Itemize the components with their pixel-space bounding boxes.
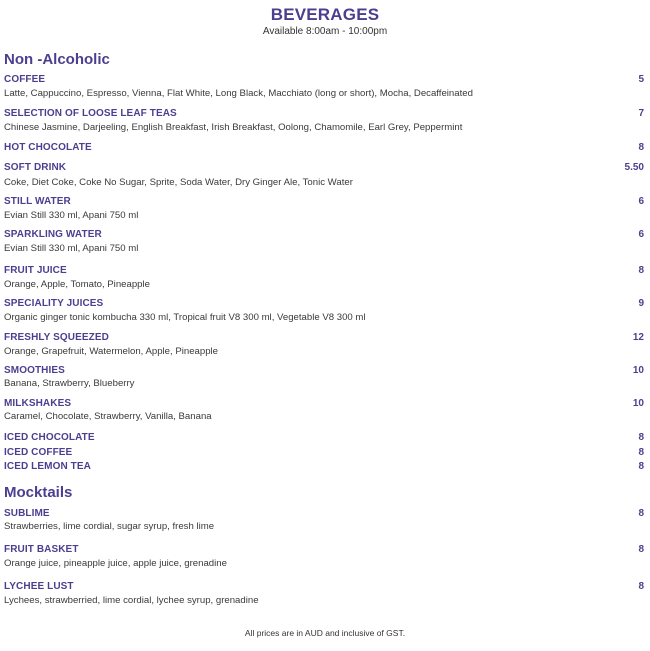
item-desc-speciality-juices: Organic ginger tonic kombucha 330 ml, Tropical fruit V8 300 ml, Vegetable V8 300 ml bbox=[4, 312, 366, 323]
item-price-lychee-lust: 8 bbox=[638, 581, 644, 592]
item-price-fruit-juice: 8 bbox=[638, 265, 644, 276]
item-desc-smoothies: Banana, Strawberry, Blueberry bbox=[4, 378, 135, 389]
item-desc-coffee: Latte, Cappuccino, Espresso, Vienna, Flat White, Long Black, Macchiato (long or short), Mocha, Decaffeinated bbox=[4, 88, 473, 99]
item-price-freshly-squeezed: 12 bbox=[632, 332, 644, 343]
item-name-iced-coffee: ICED COFFEE bbox=[4, 447, 73, 458]
item-desc-freshly-squeezed: Orange, Grapefruit, Watermelon, Apple, Pineapple bbox=[4, 346, 219, 357]
item-price-soft-drink: 5.50 bbox=[624, 162, 644, 173]
item-price-still-water: 6 bbox=[638, 196, 644, 207]
item-name-hot-chocolate: HOT CHOCOLATE bbox=[4, 142, 92, 153]
item-price-fruit-basket: 8 bbox=[638, 544, 644, 555]
item-desc-still-water: Evian Still 330 ml, Apani 750 ml bbox=[4, 210, 139, 221]
item-name-loose-leaf-teas: SELECTION OF LOOSE LEAF TEAS bbox=[4, 108, 177, 119]
availability-hours: Available 8:00am - 10:00pm bbox=[262, 26, 388, 37]
item-price-coffee: 5 bbox=[638, 74, 644, 85]
item-desc-sublime: Strawberries, lime cordial, sugar syrup, fresh lime bbox=[4, 521, 215, 532]
item-name-still-water: STILL WATER bbox=[4, 196, 71, 207]
item-price-sparkling-water: 6 bbox=[638, 229, 644, 240]
item-name-sublime: SUBLIME bbox=[4, 508, 50, 519]
item-desc-loose-leaf-teas: Chinese Jasmine, Darjeeling, English Breakfast, Irish Breakfast, Oolong, Chamomile, Earl Grey, Peppermint bbox=[4, 122, 463, 133]
section-title-non-alcoholic: Non -Alcoholic bbox=[4, 51, 110, 68]
item-name-speciality-juices: SPECIALITY JUICES bbox=[4, 298, 104, 309]
item-price-sublime: 8 bbox=[638, 508, 644, 519]
item-name-sparkling-water: SPARKLING WATER bbox=[4, 229, 102, 240]
item-name-smoothies: SMOOTHIES bbox=[4, 365, 65, 376]
item-name-fruit-basket: FRUIT BASKET bbox=[4, 544, 79, 555]
menu-header bbox=[0, 5, 650, 38]
item-name-lychee-lust: LYCHEE LUST bbox=[4, 581, 74, 592]
item-name-coffee: COFFEE bbox=[4, 74, 46, 85]
item-price-hot-chocolate: 8 bbox=[638, 142, 644, 153]
item-price-iced-coffee: 8 bbox=[638, 447, 644, 458]
item-desc-milkshakes: Caramel, Chocolate, Strawberry, Vanilla, Banana bbox=[4, 411, 212, 422]
page-title: BEVERAGES bbox=[270, 5, 380, 24]
item-price-speciality-juices: 9 bbox=[638, 298, 644, 309]
item-name-fruit-juice: FRUIT JUICE bbox=[4, 265, 67, 276]
item-desc-fruit-juice: Orange, Apple, Tomato, Pineapple bbox=[4, 279, 150, 290]
item-name-freshly-squeezed: FRESHLY SQUEEZED bbox=[4, 332, 109, 343]
item-price-iced-lemon-tea: 8 bbox=[638, 461, 644, 472]
item-desc-sparkling-water: Evian Still 330 ml, Apani 750 ml bbox=[4, 243, 139, 254]
section-title-mocktails: Mocktails bbox=[4, 484, 73, 501]
item-price-iced-chocolate: 8 bbox=[638, 432, 644, 443]
item-name-soft-drink: SOFT DRINK bbox=[4, 162, 67, 173]
item-name-milkshakes: MILKSHAKES bbox=[4, 398, 72, 409]
item-name-iced-lemon-tea: ICED LEMON TEA bbox=[4, 461, 91, 472]
item-name-iced-chocolate: ICED CHOCOLATE bbox=[4, 432, 95, 443]
item-price-milkshakes: 10 bbox=[632, 398, 644, 409]
item-price-loose-leaf-teas: 7 bbox=[638, 108, 644, 119]
price-disclaimer: All prices are in AUD and inclusive of GST. bbox=[244, 628, 406, 638]
item-desc-soft-drink: Coke, Diet Coke, Coke No Sugar, Sprite, Soda Water, Dry Ginger Ale, Tonic Water bbox=[4, 177, 353, 188]
item-desc-fruit-basket: Orange juice, pineapple juice, apple juice, grenadine bbox=[4, 558, 227, 569]
item-price-smoothies: 10 bbox=[632, 365, 644, 376]
item-desc-lychee-lust: Lychees, strawberried, lime cordial, lychee syrup, grenadine bbox=[4, 595, 259, 606]
